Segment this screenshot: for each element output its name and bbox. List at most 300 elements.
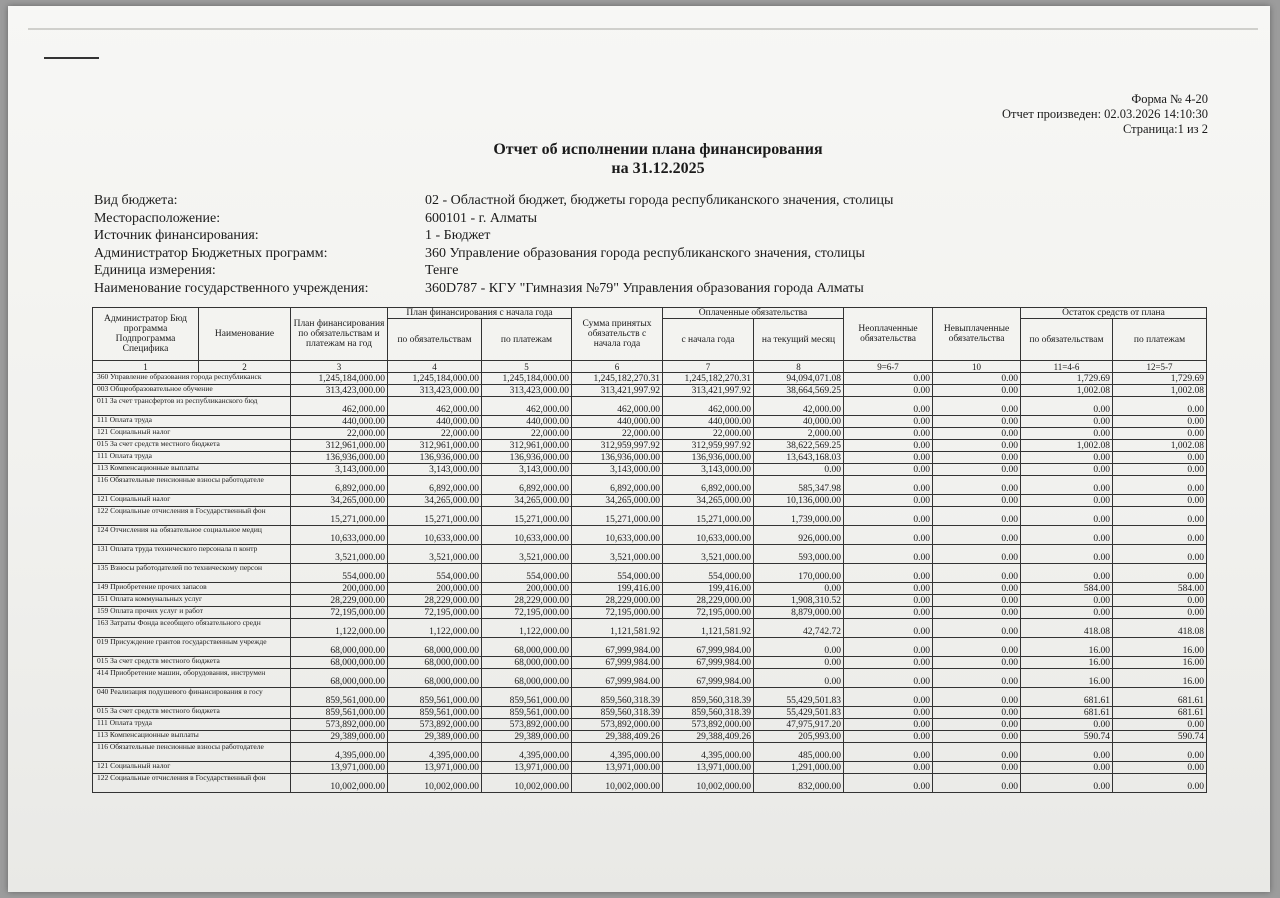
column-index-cell: 11=4-6: [1021, 361, 1113, 373]
row-value-cell: 67,999,984.00: [663, 657, 754, 669]
col-paid-month-header: на текущий месяц: [754, 319, 844, 361]
row-value-cell: 0.00: [1113, 774, 1207, 793]
row-value-cell: 28,229,000.00: [572, 595, 663, 607]
row-value-cell: 6,892,000.00: [388, 476, 482, 495]
row-value-cell: 29,388,409.26: [572, 731, 663, 743]
scan-edge-line: [28, 28, 1258, 30]
meta-key: Наименование государственного учреждения:: [94, 280, 369, 296]
row-value-cell: 0.00: [933, 688, 1021, 707]
meta-row: [94, 280, 893, 298]
row-value-cell: 28,229,000.00: [482, 595, 572, 607]
row-value-cell: 72,195,000.00: [388, 607, 482, 619]
table-row: [93, 476, 1207, 495]
row-value-cell: 1,002.08: [1113, 385, 1207, 397]
table-row: [93, 731, 1207, 743]
generated-timestamp: Отчет произведен: 02.03.2026 14:10:30: [1002, 107, 1208, 121]
row-name-cell: 015 За счет средств местного бюджета: [93, 440, 291, 452]
row-value-cell: 68,000,000.00: [388, 657, 482, 669]
row-value-cell: 0.00: [1021, 774, 1113, 793]
table-row: [93, 774, 1207, 793]
row-value-cell: 34,265,000.00: [291, 495, 388, 507]
row-value-cell: 0.00: [844, 657, 933, 669]
row-value-cell: 67,999,984.00: [572, 638, 663, 657]
row-name-cell: 015 За счет средств местного бюджета: [93, 707, 291, 719]
row-value-cell: 0.00: [844, 607, 933, 619]
row-value-cell: 3,521,000.00: [663, 545, 754, 564]
column-index-cell: 12=5-7: [1113, 361, 1207, 373]
meta-value: 1 - Бюджет: [425, 228, 491, 243]
row-value-cell: 573,892,000.00: [572, 719, 663, 731]
col-name-header: Наименование: [199, 308, 291, 361]
row-value-cell: 199,416.00: [663, 583, 754, 595]
row-value-cell: 859,561,000.00: [291, 688, 388, 707]
row-value-cell: 16.00: [1113, 638, 1207, 657]
row-value-cell: 0.00: [844, 397, 933, 416]
row-value-cell: 72,195,000.00: [663, 607, 754, 619]
row-value-cell: 554,000.00: [572, 564, 663, 583]
row-value-cell: 554,000.00: [482, 564, 572, 583]
column-index-cell: 6: [572, 361, 663, 373]
row-value-cell: 22,000.00: [572, 428, 663, 440]
row-value-cell: 0.00: [1021, 416, 1113, 428]
row-value-cell: 0.00: [1113, 607, 1207, 619]
row-value-cell: 0.00: [844, 545, 933, 564]
table-row: [93, 464, 1207, 476]
row-value-cell: 72,195,000.00: [572, 607, 663, 619]
row-value-cell: 485,000.00: [754, 743, 844, 762]
row-value-cell: 200,000.00: [291, 583, 388, 595]
row-value-cell: 3,521,000.00: [482, 545, 572, 564]
row-value-cell: 1,729.69: [1021, 373, 1113, 385]
row-value-cell: 0.00: [844, 495, 933, 507]
row-value-cell: 0.00: [844, 440, 933, 452]
row-value-cell: 22,000.00: [291, 428, 388, 440]
row-value-cell: 681.61: [1113, 707, 1207, 719]
row-value-cell: 0.00: [933, 385, 1021, 397]
row-value-cell: 573,892,000.00: [482, 719, 572, 731]
row-name-cell: 040 Реализация подушевого финансирования в госу: [93, 688, 291, 707]
row-value-cell: 0.00: [1021, 495, 1113, 507]
row-value-cell: 13,971,000.00: [572, 762, 663, 774]
row-name-cell: 122 Социальные отчисления в Государственный фон: [93, 507, 291, 526]
row-value-cell: 22,000.00: [482, 428, 572, 440]
row-value-cell: 0.00: [933, 397, 1021, 416]
row-value-cell: 0.00: [844, 507, 933, 526]
report-meta: [94, 192, 893, 297]
row-value-cell: 859,561,000.00: [482, 707, 572, 719]
row-value-cell: 68,000,000.00: [291, 657, 388, 669]
row-value-cell: 0.00: [844, 428, 933, 440]
row-value-cell: 67,999,984.00: [663, 669, 754, 688]
row-value-cell: 10,002,000.00: [663, 774, 754, 793]
meta-value: 02 - Областной бюджет, бюджеты города республиканского значения, столицы: [425, 193, 894, 208]
row-value-cell: 1,002.08: [1113, 440, 1207, 452]
row-value-cell: 68,000,000.00: [291, 638, 388, 657]
meta-key: Вид бюджета:: [94, 193, 178, 208]
table-row: [93, 452, 1207, 464]
row-value-cell: 0.00: [1113, 397, 1207, 416]
row-value-cell: 312,961,000.00: [482, 440, 572, 452]
row-value-cell: 200,000.00: [482, 583, 572, 595]
column-index-cell: 10: [933, 361, 1021, 373]
row-name-cell: 124 Отчисления на обязательное социальное медиц: [93, 526, 291, 545]
row-value-cell: 0.00: [754, 638, 844, 657]
table-row: [93, 607, 1207, 619]
row-value-cell: 42,742.72: [754, 619, 844, 638]
row-value-cell: 0.00: [844, 743, 933, 762]
row-value-cell: 0.00: [1021, 452, 1113, 464]
meta-key: Источник финансирования:: [94, 228, 259, 243]
row-name-cell: 121 Социальный налог: [93, 428, 291, 440]
row-name-cell: 360 Управление образования города республиканск: [93, 373, 291, 385]
row-value-cell: 0.00: [1113, 545, 1207, 564]
row-value-cell: 136,936,000.00: [482, 452, 572, 464]
meta-row: [94, 192, 893, 210]
row-value-cell: 13,971,000.00: [291, 762, 388, 774]
form-number: Форма № 4-20: [1131, 92, 1208, 106]
row-value-cell: 0.00: [933, 731, 1021, 743]
row-name-cell: 121 Социальный налог: [93, 762, 291, 774]
row-value-cell: 462,000.00: [388, 397, 482, 416]
table-row: [93, 638, 1207, 657]
row-value-cell: 573,892,000.00: [663, 719, 754, 731]
row-value-cell: 440,000.00: [482, 416, 572, 428]
row-value-cell: 10,633,000.00: [388, 526, 482, 545]
row-value-cell: 0.00: [844, 707, 933, 719]
row-value-cell: 68,000,000.00: [482, 669, 572, 688]
row-value-cell: 29,389,000.00: [291, 731, 388, 743]
row-value-cell: 462,000.00: [291, 397, 388, 416]
row-value-cell: 0.00: [1113, 428, 1207, 440]
row-value-cell: 6,892,000.00: [291, 476, 388, 495]
col-admin-header: Администратор Бюд программа Подпрограмма Специфика: [93, 308, 199, 361]
meta-value: Тенге: [425, 263, 459, 278]
row-value-cell: 0.00: [933, 373, 1021, 385]
row-value-cell: 67,999,984.00: [572, 669, 663, 688]
table-row: [93, 385, 1207, 397]
row-name-cell: 151 Оплата коммунальных услуг: [93, 595, 291, 607]
row-value-cell: 0.00: [1113, 507, 1207, 526]
row-name-cell: 122 Социальные отчисления в Государственный фон: [93, 774, 291, 793]
row-value-cell: 1,245,182,270.31: [663, 373, 754, 385]
row-value-cell: 3,521,000.00: [388, 545, 482, 564]
col-plan-payments-header: по платежам: [482, 319, 572, 361]
row-value-cell: 440,000.00: [291, 416, 388, 428]
row-value-cell: 0.00: [1021, 526, 1113, 545]
row-value-cell: 859,561,000.00: [291, 707, 388, 719]
row-value-cell: 15,271,000.00: [572, 507, 663, 526]
row-value-cell: 10,136,000.00: [754, 495, 844, 507]
row-value-cell: 6,892,000.00: [572, 476, 663, 495]
row-value-cell: 440,000.00: [572, 416, 663, 428]
row-value-cell: 200,000.00: [388, 583, 482, 595]
table-row: [93, 657, 1207, 669]
row-value-cell: 859,560,318.39: [572, 707, 663, 719]
row-value-cell: 0.00: [933, 440, 1021, 452]
row-value-cell: 313,423,000.00: [388, 385, 482, 397]
col-paid-from-start-header: с начала года: [663, 319, 754, 361]
row-value-cell: 136,936,000.00: [291, 452, 388, 464]
meta-key: Единица измерения:: [94, 263, 216, 278]
row-value-cell: 16.00: [1113, 669, 1207, 688]
row-value-cell: 590.74: [1021, 731, 1113, 743]
row-value-cell: 0.00: [844, 373, 933, 385]
column-index-cell: 2: [199, 361, 291, 373]
row-value-cell: 1,245,184,000.00: [482, 373, 572, 385]
row-value-cell: 859,561,000.00: [388, 707, 482, 719]
row-value-cell: 0.00: [933, 762, 1021, 774]
row-name-cell: 116 Обязательные пенсионные взносы работодателе: [93, 476, 291, 495]
row-value-cell: 0.00: [844, 526, 933, 545]
row-value-cell: 10,633,000.00: [291, 526, 388, 545]
report-title: [8, 140, 1280, 178]
row-value-cell: 440,000.00: [663, 416, 754, 428]
row-value-cell: 573,892,000.00: [291, 719, 388, 731]
table-row: [93, 373, 1207, 385]
row-value-cell: 0.00: [1021, 564, 1113, 583]
row-value-cell: 22,000.00: [388, 428, 482, 440]
row-value-cell: 1,739,000.00: [754, 507, 844, 526]
row-value-cell: 462,000.00: [663, 397, 754, 416]
row-value-cell: 1,245,182,270.31: [572, 373, 663, 385]
row-value-cell: 0.00: [1113, 595, 1207, 607]
row-value-cell: 28,229,000.00: [291, 595, 388, 607]
form-header: [1002, 92, 1208, 137]
table-row: [93, 397, 1207, 416]
row-name-cell: 011 За счет трансфертов из республиканского бюд: [93, 397, 291, 416]
row-value-cell: 3,521,000.00: [291, 545, 388, 564]
row-value-cell: 67,999,984.00: [663, 638, 754, 657]
table-row: [93, 564, 1207, 583]
row-value-cell: 0.00: [754, 657, 844, 669]
row-value-cell: 3,521,000.00: [572, 545, 663, 564]
row-value-cell: 0.00: [1021, 476, 1113, 495]
col-unpaid-header: Неоплаченные обязательства: [844, 308, 933, 361]
row-value-cell: 0.00: [1113, 526, 1207, 545]
row-value-cell: 3,143,000.00: [482, 464, 572, 476]
row-value-cell: 28,229,000.00: [663, 595, 754, 607]
row-value-cell: 0.00: [844, 416, 933, 428]
row-value-cell: 13,971,000.00: [482, 762, 572, 774]
meta-value: 600101 - г. Алматы: [425, 210, 538, 226]
col-rem-payments-header: по платежам: [1113, 319, 1207, 361]
row-value-cell: 0.00: [933, 669, 1021, 688]
row-value-cell: 3,143,000.00: [291, 464, 388, 476]
row-value-cell: 3,143,000.00: [572, 464, 663, 476]
row-value-cell: 4,395,000.00: [663, 743, 754, 762]
row-value-cell: 55,429,501.83: [754, 707, 844, 719]
row-value-cell: 4,395,000.00: [388, 743, 482, 762]
row-value-cell: 170,000.00: [754, 564, 844, 583]
row-name-cell: 414 Приобретение машин, оборудования, инструмен: [93, 669, 291, 688]
row-value-cell: 68,000,000.00: [291, 669, 388, 688]
row-value-cell: 13,971,000.00: [663, 762, 754, 774]
row-name-cell: 111 Оплата труда: [93, 719, 291, 731]
row-value-cell: 0.00: [933, 743, 1021, 762]
row-value-cell: 6,892,000.00: [663, 476, 754, 495]
row-value-cell: 3,143,000.00: [663, 464, 754, 476]
row-value-cell: 0.00: [844, 774, 933, 793]
row-value-cell: 0.00: [754, 464, 844, 476]
row-value-cell: 16.00: [1021, 669, 1113, 688]
row-value-cell: 832,000.00: [754, 774, 844, 793]
meta-row: [94, 210, 893, 228]
row-value-cell: 312,961,000.00: [291, 440, 388, 452]
row-value-cell: 0.00: [844, 564, 933, 583]
row-value-cell: 0.00: [933, 657, 1021, 669]
row-value-cell: 38,664,569.25: [754, 385, 844, 397]
row-value-cell: 205,993.00: [754, 731, 844, 743]
row-name-cell: 135 Взносы работодателей по техническому персон: [93, 564, 291, 583]
row-value-cell: 10,002,000.00: [572, 774, 663, 793]
row-value-cell: 1,729.69: [1113, 373, 1207, 385]
row-value-cell: 8,879,000.00: [754, 607, 844, 619]
row-value-cell: 40,000.00: [754, 416, 844, 428]
row-value-cell: 418.08: [1113, 619, 1207, 638]
row-value-cell: 4,395,000.00: [572, 743, 663, 762]
table-row: [93, 583, 1207, 595]
row-value-cell: 0.00: [933, 774, 1021, 793]
row-value-cell: 22,000.00: [663, 428, 754, 440]
row-value-cell: 47,975,917.20: [754, 719, 844, 731]
column-index-cell: 5: [482, 361, 572, 373]
table-row: [93, 743, 1207, 762]
row-value-cell: 0.00: [1113, 476, 1207, 495]
row-name-cell: 003 Общеобразовательное обучение: [93, 385, 291, 397]
table-row: [93, 545, 1207, 564]
row-value-cell: 38,622,569.25: [754, 440, 844, 452]
col-rem-obligations-header: по обязательствам: [1021, 319, 1113, 361]
row-value-cell: 15,271,000.00: [388, 507, 482, 526]
scan-mark: [44, 57, 99, 59]
row-value-cell: 554,000.00: [291, 564, 388, 583]
column-index-cell: 4: [388, 361, 482, 373]
meta-value: 360 Управление образования города республиканского значения, столицы: [425, 245, 865, 261]
row-value-cell: 136,936,000.00: [572, 452, 663, 464]
row-name-cell: 015 За счет средств местного бюджета: [93, 657, 291, 669]
row-value-cell: 573,892,000.00: [388, 719, 482, 731]
row-value-cell: 585,347.98: [754, 476, 844, 495]
row-value-cell: 0.00: [754, 583, 844, 595]
table-row: [93, 507, 1207, 526]
table-row: [93, 526, 1207, 545]
row-value-cell: 67,999,984.00: [572, 657, 663, 669]
row-value-cell: 1,908,310.52: [754, 595, 844, 607]
row-value-cell: 0.00: [1021, 397, 1113, 416]
meta-key: Месторасположение:: [94, 210, 221, 226]
page-counter: Страница:1 из 2: [1122, 122, 1208, 136]
row-value-cell: 0.00: [1113, 495, 1207, 507]
row-value-cell: 859,560,318.39: [572, 688, 663, 707]
row-value-cell: 55,429,501.83: [754, 688, 844, 707]
row-value-cell: 0.00: [844, 719, 933, 731]
col-paid-header: Оплаченные обязательства: [663, 308, 844, 319]
row-value-cell: 4,395,000.00: [482, 743, 572, 762]
row-value-cell: 0.00: [933, 583, 1021, 595]
row-value-cell: 0.00: [844, 619, 933, 638]
row-value-cell: 0.00: [1113, 564, 1207, 583]
row-value-cell: 0.00: [844, 731, 933, 743]
row-value-cell: 0.00: [1021, 719, 1113, 731]
row-value-cell: 418.08: [1021, 619, 1113, 638]
row-value-cell: 584.00: [1021, 583, 1113, 595]
row-value-cell: 0.00: [933, 707, 1021, 719]
table-row: [93, 595, 1207, 607]
row-value-cell: 681.61: [1021, 688, 1113, 707]
row-value-cell: 28,229,000.00: [388, 595, 482, 607]
row-value-cell: 0.00: [844, 583, 933, 595]
col-remainder-header: Остаток средств от плана: [1021, 308, 1207, 319]
column-index-cell: 7: [663, 361, 754, 373]
row-value-cell: 0.00: [933, 464, 1021, 476]
row-value-cell: 0.00: [1021, 507, 1113, 526]
table-row: [93, 688, 1207, 707]
row-value-cell: 0.00: [933, 495, 1021, 507]
row-value-cell: 859,560,318.39: [663, 707, 754, 719]
row-value-cell: 462,000.00: [482, 397, 572, 416]
row-value-cell: 29,389,000.00: [482, 731, 572, 743]
report-title-line2: на 31.12.2025: [611, 160, 705, 177]
row-value-cell: 0.00: [844, 595, 933, 607]
table-row: [93, 619, 1207, 638]
row-value-cell: 0.00: [1113, 464, 1207, 476]
row-value-cell: 681.61: [1113, 688, 1207, 707]
col-plan-header: План финансирования по обязательствам и платежам на год: [291, 308, 388, 361]
row-value-cell: 1,245,184,000.00: [291, 373, 388, 385]
row-value-cell: 0.00: [933, 476, 1021, 495]
row-value-cell: 0.00: [933, 564, 1021, 583]
table-row: [93, 416, 1207, 428]
row-value-cell: 0.00: [844, 688, 933, 707]
row-value-cell: 16.00: [1113, 657, 1207, 669]
row-value-cell: 0.00: [844, 669, 933, 688]
row-value-cell: 0.00: [844, 476, 933, 495]
row-value-cell: 72,195,000.00: [291, 607, 388, 619]
row-value-cell: 0.00: [844, 638, 933, 657]
col-plan-start-header: План финансирования с начала года: [388, 308, 572, 319]
row-value-cell: 136,936,000.00: [663, 452, 754, 464]
table-row: [93, 428, 1207, 440]
col-accepted-header: Сумма принятых обязательств с начала года: [572, 308, 663, 361]
row-value-cell: 0.00: [1021, 545, 1113, 564]
row-value-cell: 1,122,000.00: [291, 619, 388, 638]
row-value-cell: 1,121,581.92: [572, 619, 663, 638]
row-value-cell: 16.00: [1021, 657, 1113, 669]
meta-value: 360D787 - КГУ "Гимназия №79" Управления образования города Алматы: [425, 280, 864, 296]
row-value-cell: 2,000.00: [754, 428, 844, 440]
row-value-cell: 593,000.00: [754, 545, 844, 564]
row-name-cell: 149 Приобретение прочих запасов: [93, 583, 291, 595]
col-plan-obligations-header: по обязательствам: [388, 319, 482, 361]
row-value-cell: 313,421,997.92: [572, 385, 663, 397]
row-value-cell: 34,265,000.00: [482, 495, 572, 507]
row-value-cell: 3,143,000.00: [388, 464, 482, 476]
table-row: [93, 707, 1207, 719]
financing-table: [92, 307, 1207, 793]
row-value-cell: 0.00: [844, 464, 933, 476]
row-value-cell: 0.00: [933, 507, 1021, 526]
row-value-cell: 859,561,000.00: [388, 688, 482, 707]
col-unfulfilled-header: Невыплаченные обязательства: [933, 308, 1021, 361]
row-value-cell: 0.00: [933, 719, 1021, 731]
row-value-cell: 68,000,000.00: [482, 657, 572, 669]
row-value-cell: 10,633,000.00: [663, 526, 754, 545]
row-value-cell: 0.00: [933, 545, 1021, 564]
row-value-cell: 0.00: [1113, 452, 1207, 464]
row-name-cell: 159 Оплата прочих услуг и работ: [93, 607, 291, 619]
row-value-cell: 0.00: [1113, 762, 1207, 774]
row-value-cell: 859,561,000.00: [482, 688, 572, 707]
